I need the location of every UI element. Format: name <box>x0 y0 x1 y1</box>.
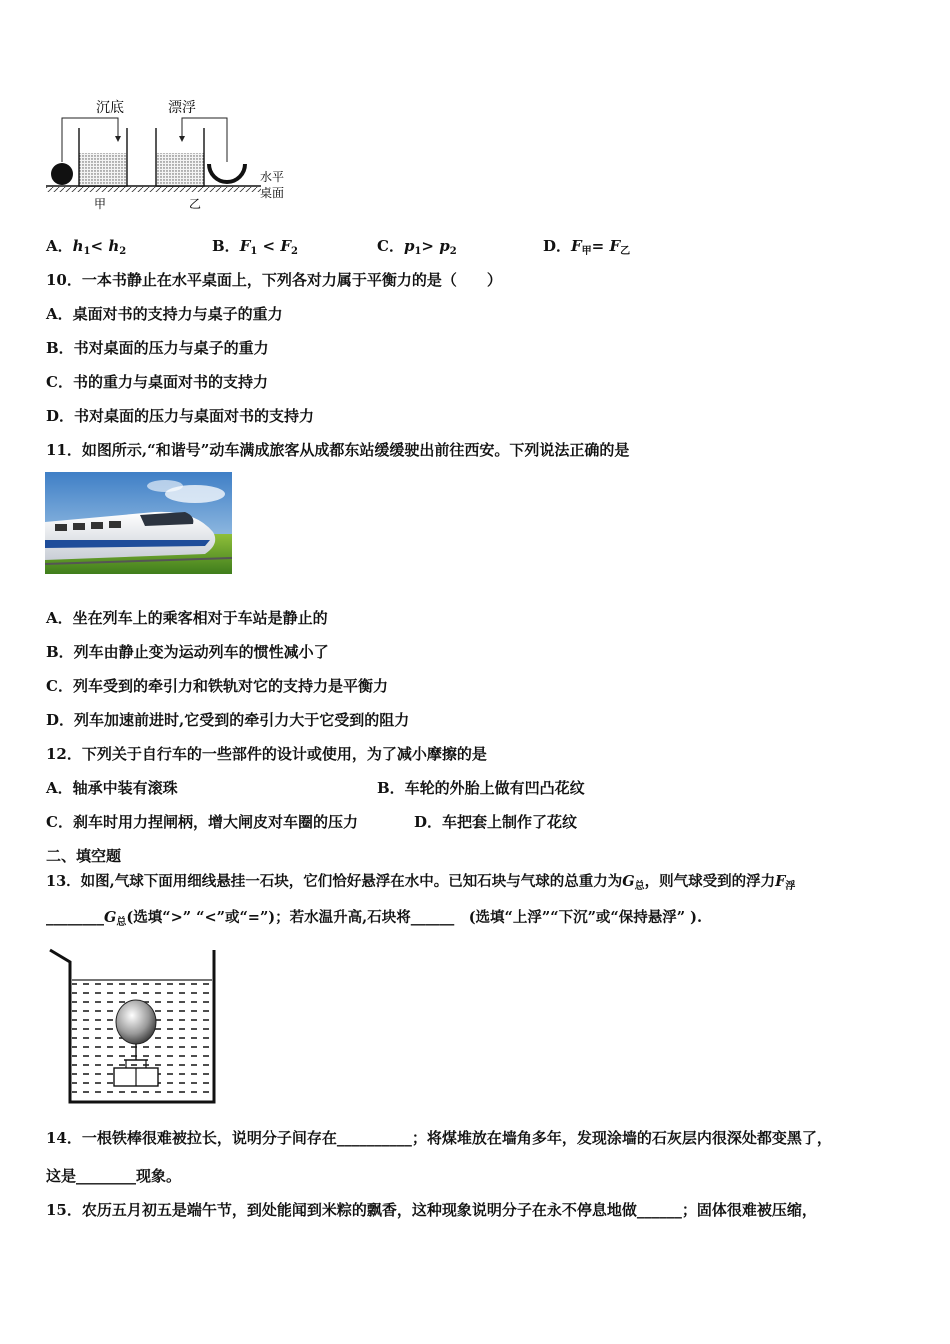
q10-option-d[interactable]: D．书对桌面的压力与桌面对书的支持力 <box>46 407 315 425</box>
q10-stem: 10．一本书静止在水平桌面上，下列各对力属于平衡力的是（ ） <box>46 271 502 289</box>
q15-line-1: 15．农历五月初五是端午节，到处能闻到米粽的飘香，这种现象说明分子在永不停息地做______；固体很难被压缩， <box>46 1201 817 1219</box>
q9-option-a[interactable]: A．$h_1< h_2$ <box>46 237 127 257</box>
q12-option-d[interactable]: D．车把套上制作了花纹 <box>414 813 578 831</box>
q12-stem: 12．下列关于自行车的一些部件的设计或使用，为了减小摩擦的是 <box>46 745 487 763</box>
q11-option-c[interactable]: C．列车受到的牵引力和铁轨对它的支持力是平衡力 <box>46 677 388 695</box>
high-speed-train-image <box>45 472 232 574</box>
q13-line-1: 13．如图,气球下面用细线悬挂一石块，它们恰好悬浮在水中。已知石块与气球的总重力为$G_总$，则气球受到的浮力$F_浮$ <box>46 873 796 892</box>
label-desk-2: 桌面 <box>260 186 285 200</box>
q9-option-b[interactable]: B．$F_1 < F_2$ <box>212 237 298 257</box>
label-float: 漂浮 <box>168 100 196 116</box>
q13-line-2: $\_\_\_\_\_\_\_\_G_总$(选填“>” “<”或“=”)；若水温升高,石块将______ (选填“上浮”“下沉”或“保持悬浮” ). <box>46 909 703 928</box>
q12-option-c[interactable]: C．刹车时用力捏闸柄，增大闸皮对车圈的压力 <box>46 813 358 831</box>
q14-line-2: 这是________现象。 <box>46 1167 182 1185</box>
floating-sinking-figure <box>46 98 296 213</box>
label-jia: 甲 <box>94 197 107 211</box>
floating-bowl-icon <box>209 164 245 182</box>
q14-line-1: 14．一根铁棒很难被拉长，说明分子间存在__________；将煤堆放在墙角多年，发现涂墙的石灰层内很深处都变黑了， <box>46 1129 832 1147</box>
q10-option-b[interactable]: B．书对桌面的压力与桌子的重力 <box>46 339 269 357</box>
q12-option-a[interactable]: A．轴承中装有滚珠 <box>46 779 178 797</box>
label-yi: 乙 <box>189 197 202 211</box>
q13-blank-1[interactable]: ________ <box>46 909 104 926</box>
q12-option-b[interactable]: B．车轮的外胎上做有凹凸花纹 <box>377 779 585 797</box>
q11-stem: 11．如图所示,“和谐号”动车满成旅客从成都东站缓缓驶出前往西安。下列说法正确的是 <box>46 441 630 459</box>
q10-option-c[interactable]: C．书的重力与桌面对书的支持力 <box>46 373 268 391</box>
beaker-balloon-figure <box>46 944 221 1106</box>
label-sink: 沉底 <box>96 100 124 116</box>
q9-option-d[interactable]: D．$F_甲= F_乙$ <box>543 237 631 257</box>
q9-option-c[interactable]: C．$p_1> p_2$ <box>377 237 457 257</box>
section-title-fill-in: 二、填空题 <box>46 847 122 865</box>
label-desk-1: 水平 <box>260 170 285 184</box>
q11-option-a[interactable]: A．坐在列车上的乘客相对于车站是静止的 <box>46 609 328 627</box>
balloon-icon <box>116 1000 156 1044</box>
sinking-ball-icon <box>51 163 73 185</box>
q11-option-d[interactable]: D．列车加速前进时,它受到的牵引力大于它受到的阻力 <box>46 711 410 729</box>
q11-option-b[interactable]: B．列车由静止变为运动列车的惯性减小了 <box>46 643 329 661</box>
q10-option-a[interactable]: A．桌面对书的支持力与桌子的重力 <box>46 305 283 323</box>
